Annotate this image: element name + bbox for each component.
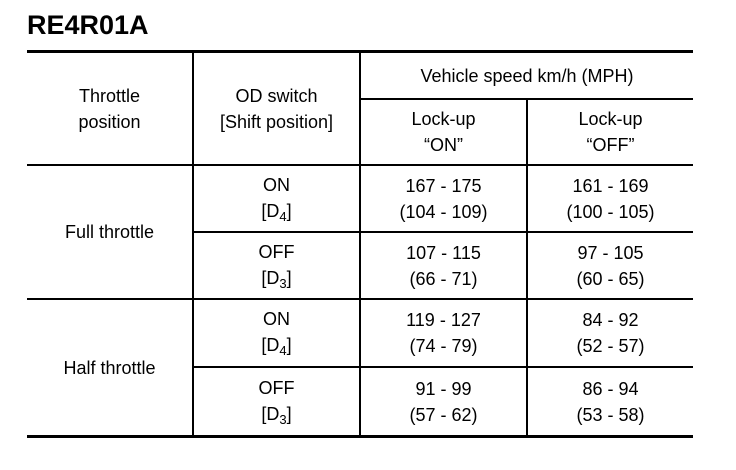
header-throttle-position: Throttle position — [78, 85, 141, 132]
speed-lockup-off: 86 - 94 (53 - 58) — [576, 378, 645, 425]
speed-lockup-off: 161 - 169 (100 - 105) — [566, 175, 655, 222]
speed-lockup-on: 119 - 127 (74 - 79) — [406, 310, 481, 356]
header-lockup-on: Lock-up “ON” — [411, 109, 476, 155]
speed-lockup-on: 107 - 115 (66 - 71) — [406, 242, 481, 289]
speed-lockup-on: 167 - 175 (104 - 109) — [399, 175, 488, 222]
shift-position: $[D_3]$ — [261, 403, 292, 427]
od-cell: ON $[D_4]$ — [261, 309, 292, 358]
header-od-switch: OD switch [Shift position] — [219, 85, 334, 132]
header-lockup-off: Lock-up “OFF” — [578, 109, 643, 155]
speed-lockup-on: 91 - 99 (57 - 62) — [409, 378, 478, 425]
shift-position: $[D_4]$ — [261, 335, 292, 358]
od-cell: ON $[D_4]$ — [261, 174, 292, 224]
shift-position: $[D_4]$ — [261, 200, 292, 224]
throttle-label-full: Full throttle — [64, 222, 155, 242]
throttle-label-half: Half throttle — [63, 357, 156, 378]
table-title: RE4R01A — [27, 10, 149, 40]
speed-lockup-off: 97 - 105 (60 - 65) — [576, 242, 645, 289]
speed-lockup-off: 84 - 92 (52 - 57) — [576, 310, 645, 356]
od-cell: OFF $[D_3]$ — [258, 377, 295, 427]
shift-position: $[D_3]$ — [261, 267, 292, 291]
header-vehicle-speed: Vehicle speed km/h (MPH) — [420, 65, 634, 86]
od-cell: OFF $[D_3]$ — [258, 241, 295, 291]
